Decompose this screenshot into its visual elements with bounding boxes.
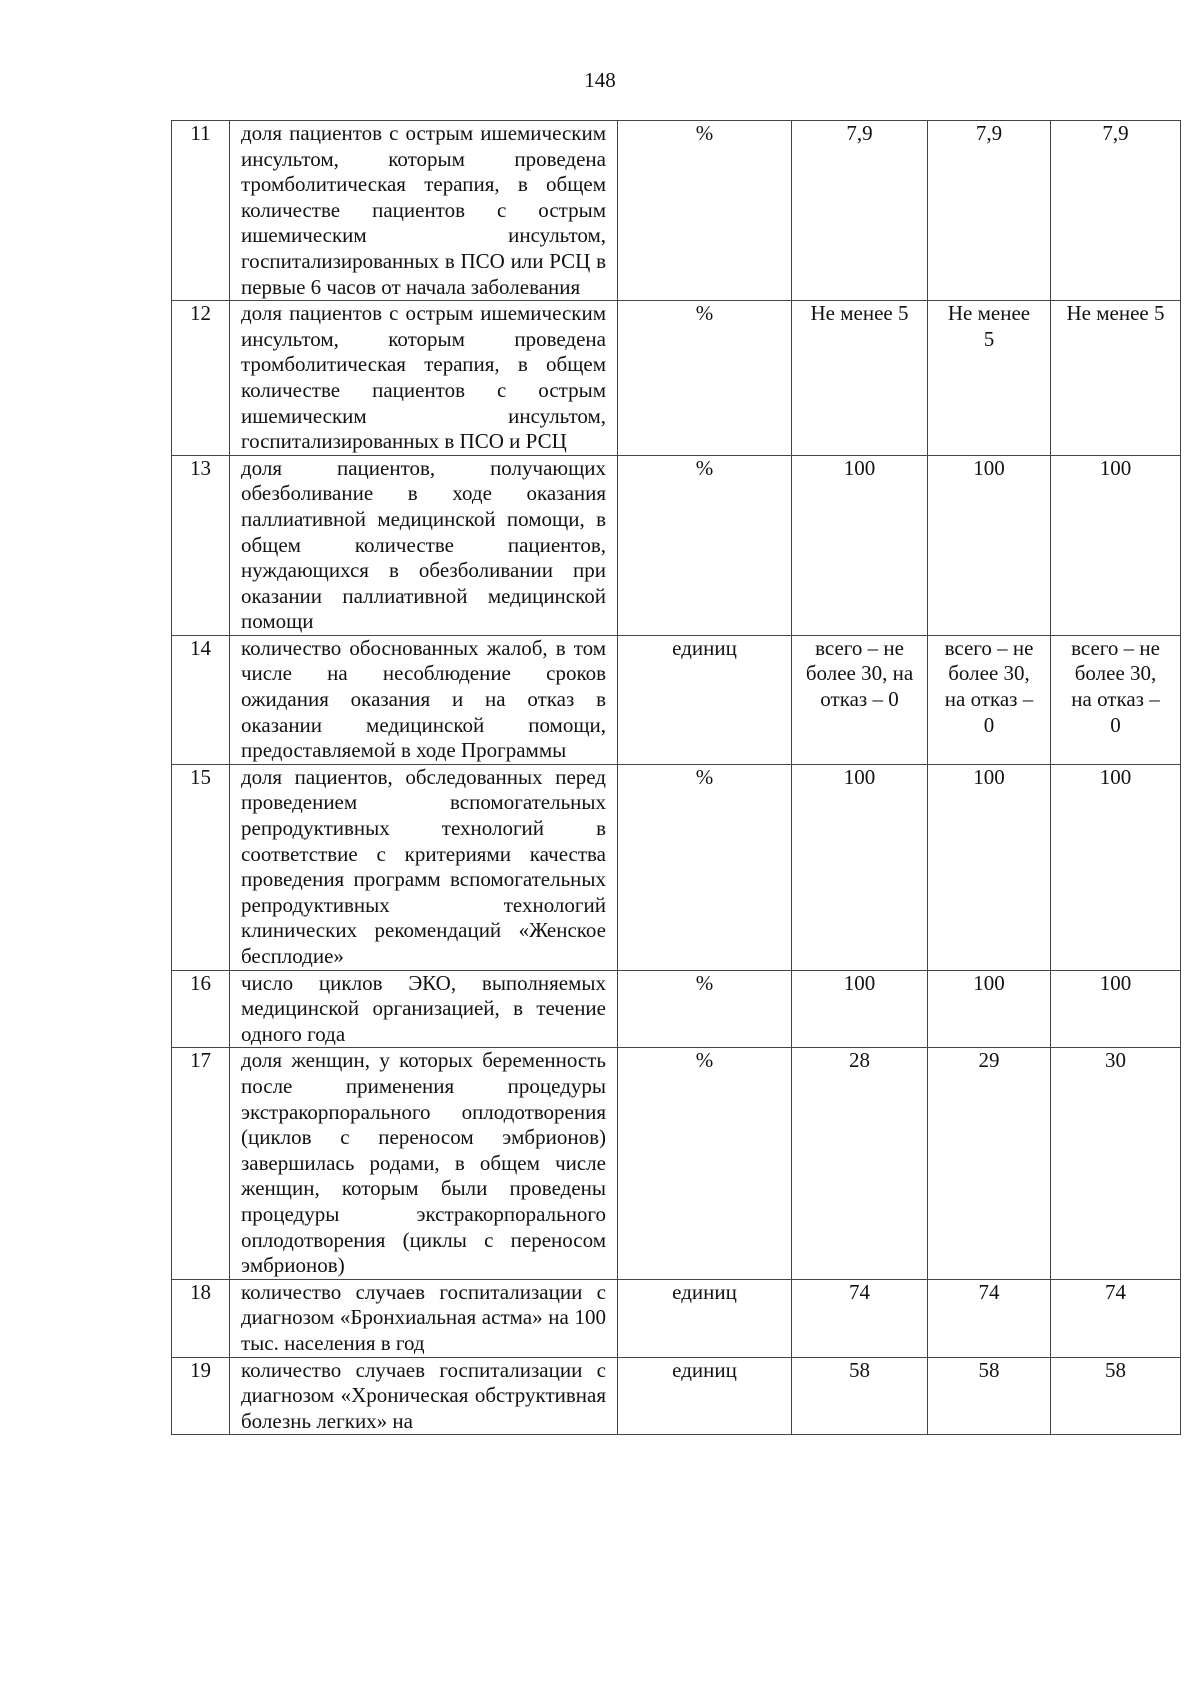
value-cell-1: 100 (792, 455, 928, 635)
indicator-name: доля пациентов, получающих обезболивание в ходе оказания паллиативной медицинской помощи, в общем количестве пациентов, нуждающихся в обезболивании при оказании паллиативной медицинской помощи (230, 455, 618, 635)
unit-cell: единиц (618, 635, 792, 764)
table-row (172, 1357, 1181, 1435)
table-row (172, 1279, 1181, 1357)
table-row (172, 455, 1181, 635)
value-cell-1: Не менее 5 (792, 301, 928, 456)
indicator-name: количество обоснованных жалоб, в том числе на несоблюдение сроков ожидания оказания и на отказ в оказании медицинской помощи, предоставляемой в ходе Программы (230, 635, 618, 764)
indicator-name: доля пациентов с острым ишемическим инсультом, которым проведена тромболитическая терапия, в общем количестве пациентов с острым ишемическим инсультом, госпитализированных в ПСО и РСЦ (230, 301, 618, 456)
value-cell-1: 74 (792, 1279, 928, 1357)
unit-cell: единиц (618, 1279, 792, 1357)
unit-cell: % (618, 970, 792, 1048)
indicator-name: число циклов ЭКО, выполняемых медицинской организацией, в течение одного года (230, 970, 618, 1048)
value-cell-2: 74 (928, 1279, 1051, 1357)
table-body (172, 121, 1181, 1435)
value-cell-2: 100 (928, 764, 1051, 970)
table-row (172, 301, 1181, 456)
row-number: 17 (172, 1048, 230, 1279)
unit-cell: % (618, 764, 792, 970)
value-cell-1: 58 (792, 1357, 928, 1435)
row-number: 14 (172, 635, 230, 764)
value-cell-3: 30 (1051, 1048, 1181, 1279)
row-number: 13 (172, 455, 230, 635)
value-cell-1: 28 (792, 1048, 928, 1279)
value-cell-1: 100 (792, 764, 928, 970)
value-cell-3: 7,9 (1051, 121, 1181, 301)
unit-cell: % (618, 1048, 792, 1279)
unit-cell: % (618, 455, 792, 635)
value-cell-1: всего – не более 30, на отказ – 0 (792, 635, 928, 764)
indicator-name: доля женщин, у которых беременность после применения процедуры экстракорпорального оплодотворения (циклов с переносом эмбрионов) завершилась родами, в общем числе женщин, которым были проведены процедуры экстракорпорального оплодотворения (циклы с переносом эмбрионов) (230, 1048, 618, 1279)
indicators-table (171, 120, 1181, 1435)
table-row (172, 764, 1181, 970)
table-row (172, 970, 1181, 1048)
value-cell-2: 58 (928, 1357, 1051, 1435)
row-number: 16 (172, 970, 230, 1048)
value-cell-3: Не менее 5 (1051, 301, 1181, 456)
row-number: 15 (172, 764, 230, 970)
indicator-name: количество случаев госпитализации с диагнозом «Бронхиальная астма» на 100 тыс. населения в год (230, 1279, 618, 1357)
value-cell-1: 100 (792, 970, 928, 1048)
value-cell-3: 100 (1051, 764, 1181, 970)
row-number: 19 (172, 1357, 230, 1435)
row-number: 12 (172, 301, 230, 456)
value-cell-2: 100 (928, 455, 1051, 635)
table-row (172, 121, 1181, 301)
value-cell-2: всего – не более 30, на отказ – 0 (928, 635, 1051, 764)
value-cell-3: всего – не более 30, на отказ – 0 (1051, 635, 1181, 764)
value-cell-3: 100 (1051, 970, 1181, 1048)
row-number: 18 (172, 1279, 230, 1357)
value-cell-2: 7,9 (928, 121, 1051, 301)
value-cell-3: 100 (1051, 455, 1181, 635)
table-row (172, 635, 1181, 764)
page-number: 148 (584, 68, 616, 92)
unit-cell: % (618, 121, 792, 301)
value-cell-2: Не менее 5 (928, 301, 1051, 456)
unit-cell: единиц (618, 1357, 792, 1435)
value-cell-2: 100 (928, 970, 1051, 1048)
indicator-name: количество случаев госпитализации с диагнозом «Хроническая обструктивная болезнь легких» на (230, 1357, 618, 1435)
indicator-name: доля пациентов с острым ишемическим инсультом, которым проведена тромболитическая терапия, в общем количестве пациентов с острым ишемическим инсультом, госпитализированных в ПСО или РСЦ в первые 6 часов от начала заболевания (230, 121, 618, 301)
indicator-name: доля пациентов, обследованных перед проведением вспомогательных репродуктивных технологий в соответствие с критериями качества проведения программ вспомогательных репродуктивных технологий клинических рекомендаций «Женское бесплодие» (230, 764, 618, 970)
row-number: 11 (172, 121, 230, 301)
unit-cell: % (618, 301, 792, 456)
value-cell-3: 74 (1051, 1279, 1181, 1357)
value-cell-1: 7,9 (792, 121, 928, 301)
table-row (172, 1048, 1181, 1279)
value-cell-3: 58 (1051, 1357, 1181, 1435)
value-cell-2: 29 (928, 1048, 1051, 1279)
